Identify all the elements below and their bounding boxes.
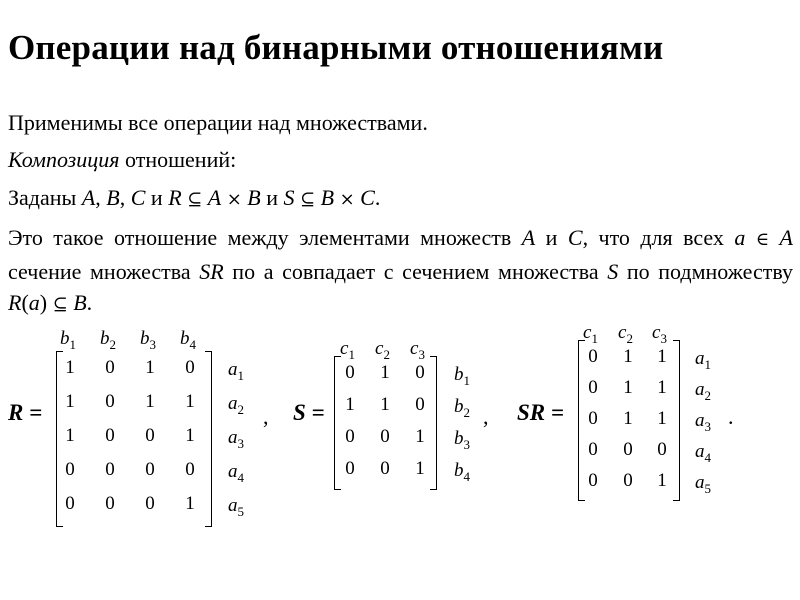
column-label: $c_2$	[618, 322, 633, 346]
row-label: $a_3$	[695, 410, 711, 434]
matrix-label: R =	[8, 400, 43, 425]
matrix-cell: 0	[105, 425, 115, 446]
matrix-cell: 0	[623, 470, 633, 491]
relation-r: R	[168, 185, 182, 210]
paren: (	[21, 290, 29, 315]
row-label: $a_3$	[228, 427, 244, 451]
matrix-cell: 0	[380, 426, 390, 447]
matrix-cell: 0	[185, 357, 195, 378]
column-label: $b_4$	[180, 328, 196, 352]
and-text: и	[145, 185, 169, 210]
row-label: $b_4$	[454, 460, 470, 484]
set-a: A	[521, 225, 536, 250]
intro-line: Применимы все операции над множествами.	[8, 110, 428, 135]
matrix-cell: 0	[185, 459, 195, 480]
matrix-cell: 0	[657, 439, 667, 460]
and-text: и	[535, 225, 568, 250]
matrix-left-bracket	[334, 356, 341, 490]
subset-symbol: ⊆	[187, 189, 203, 210]
column-label: $c_3$	[652, 322, 667, 346]
para-text: по a совпадает с сечением множества	[223, 258, 608, 284]
matrix-cell: 0	[65, 459, 75, 480]
relation-sr: SR	[199, 258, 224, 284]
set-c: C	[130, 185, 146, 210]
set-b: B	[73, 290, 87, 315]
matrix-cell: 0	[623, 439, 633, 460]
matrix-cell: 1	[185, 425, 195, 446]
matrix-cell: 1	[657, 346, 667, 367]
matrix-cell: 0	[105, 391, 115, 412]
set-b: B	[106, 185, 120, 210]
element-a: a	[28, 290, 40, 315]
matrix-cell: 1	[380, 362, 390, 383]
matrix-cell: 0	[145, 459, 155, 480]
row-label: $a_4$	[228, 461, 244, 485]
matrix-cell: 1	[657, 470, 667, 491]
matrix-cell: 0	[588, 377, 598, 398]
composition-line	[8, 147, 236, 173]
matrix-punctuation: ,	[483, 404, 489, 429]
column-label: $b_2$	[100, 328, 116, 352]
row-label: $b_1$	[454, 364, 470, 388]
matrix-cell: 1	[623, 377, 633, 398]
element-a: a	[734, 225, 746, 250]
page-title: Операции над бинарными отношениями	[8, 28, 664, 67]
matrix-cell: 1	[65, 391, 75, 412]
matrix-punctuation: ,	[263, 404, 269, 429]
comma: ,	[95, 185, 107, 210]
comma: ,	[119, 185, 131, 210]
matrix-label: SR =	[517, 400, 564, 425]
para-text: по подмножеству	[618, 258, 793, 284]
and-text: и	[260, 185, 284, 210]
set-c: C	[567, 225, 583, 250]
column-label: $b_3$	[140, 328, 156, 352]
row-label: $a_5$	[695, 472, 711, 496]
set-a: A	[779, 225, 793, 250]
given-text: Заданы	[8, 185, 82, 210]
paren: )	[39, 290, 48, 315]
set-a: A	[207, 185, 222, 210]
matrix-cell: 0	[588, 470, 598, 491]
element-of-symbol: ∈	[755, 229, 770, 250]
matrix-left-bracket	[578, 340, 585, 501]
matrix-cell: 1	[185, 493, 195, 514]
row-label: $b_3$	[454, 428, 470, 452]
times-symbol: ×	[339, 189, 355, 210]
matrix-left-bracket	[56, 351, 63, 527]
relation-r: R	[8, 290, 22, 315]
times-symbol: ×	[226, 189, 242, 210]
given-line	[8, 185, 380, 213]
set-b: B	[320, 185, 335, 210]
set-a: A	[81, 185, 96, 210]
matrix-cell: 1	[65, 357, 75, 378]
column-label: $c_1$	[583, 322, 598, 346]
column-label: $b_1$	[60, 328, 76, 352]
matrix-punctuation: .	[728, 404, 734, 429]
matrix-cell: 1	[345, 394, 355, 415]
matrix-cell: 0	[345, 426, 355, 447]
matrix-cell: 0	[380, 458, 390, 479]
para-text: , что для всех	[582, 225, 735, 250]
matrix-cell: 0	[145, 425, 155, 446]
matrix-cell: 1	[623, 408, 633, 429]
set-b: B	[247, 185, 261, 210]
subset-symbol: ⊆	[52, 294, 68, 315]
matrix-cell: 1	[380, 394, 390, 415]
matrix-cell: 1	[657, 377, 667, 398]
matrix-cell: 1	[145, 391, 155, 412]
matrix-cell: 0	[345, 458, 355, 479]
matrix-cell: 1	[145, 357, 155, 378]
composition-term: Композиция	[8, 147, 120, 172]
matrix-cell: 0	[105, 493, 115, 514]
period: .	[374, 185, 381, 210]
matrix-cell: 1	[65, 425, 75, 446]
column-label: $c_1$	[340, 338, 355, 362]
matrix-cell: 0	[345, 362, 355, 383]
row-label: $a_4$	[695, 441, 711, 465]
matrix-right-bracket	[673, 340, 680, 501]
definition-paragraph	[8, 222, 793, 321]
matrix-cell: 1	[415, 458, 425, 479]
para-text: сечение множества	[8, 258, 200, 284]
matrix-cell: 0	[145, 493, 155, 514]
matrix-cell: 0	[415, 362, 425, 383]
matrix-cell: 0	[588, 346, 598, 367]
matrix-cell: 1	[657, 408, 667, 429]
matrix-right-bracket	[430, 356, 437, 490]
para-text: Это такое отношение между элементами множеств	[8, 225, 522, 250]
column-label: $c_2$	[375, 338, 390, 362]
row-label: $a_5$	[228, 495, 244, 519]
row-label: $a_1$	[695, 348, 711, 372]
matrix-right-bracket	[205, 351, 212, 527]
matrix-cell: 1	[185, 391, 195, 412]
set-c: C	[360, 185, 375, 210]
matrix-cell: 0	[588, 408, 598, 429]
matrix-cell: 0	[105, 459, 115, 480]
matrix-label: S =	[293, 400, 325, 425]
matrix-cell: 0	[415, 394, 425, 415]
matrix-cell: 0	[105, 357, 115, 378]
matrix-cell: 0	[588, 439, 598, 460]
relation-s: S	[607, 258, 619, 284]
matrix-cell: 0	[65, 493, 75, 514]
period: .	[86, 290, 93, 315]
row-label: $b_2$	[454, 396, 470, 420]
matrix-cell: 1	[415, 426, 425, 447]
matrix-cell: 1	[623, 346, 633, 367]
row-label: $a_2$	[695, 379, 711, 403]
row-label: $a_2$	[228, 393, 244, 417]
subset-symbol: ⊆	[300, 189, 316, 210]
composition-rest: отношений:	[119, 147, 237, 172]
row-label: $a_1$	[228, 359, 244, 383]
column-label: $c_3$	[410, 338, 425, 362]
relation-s: S	[283, 185, 295, 210]
